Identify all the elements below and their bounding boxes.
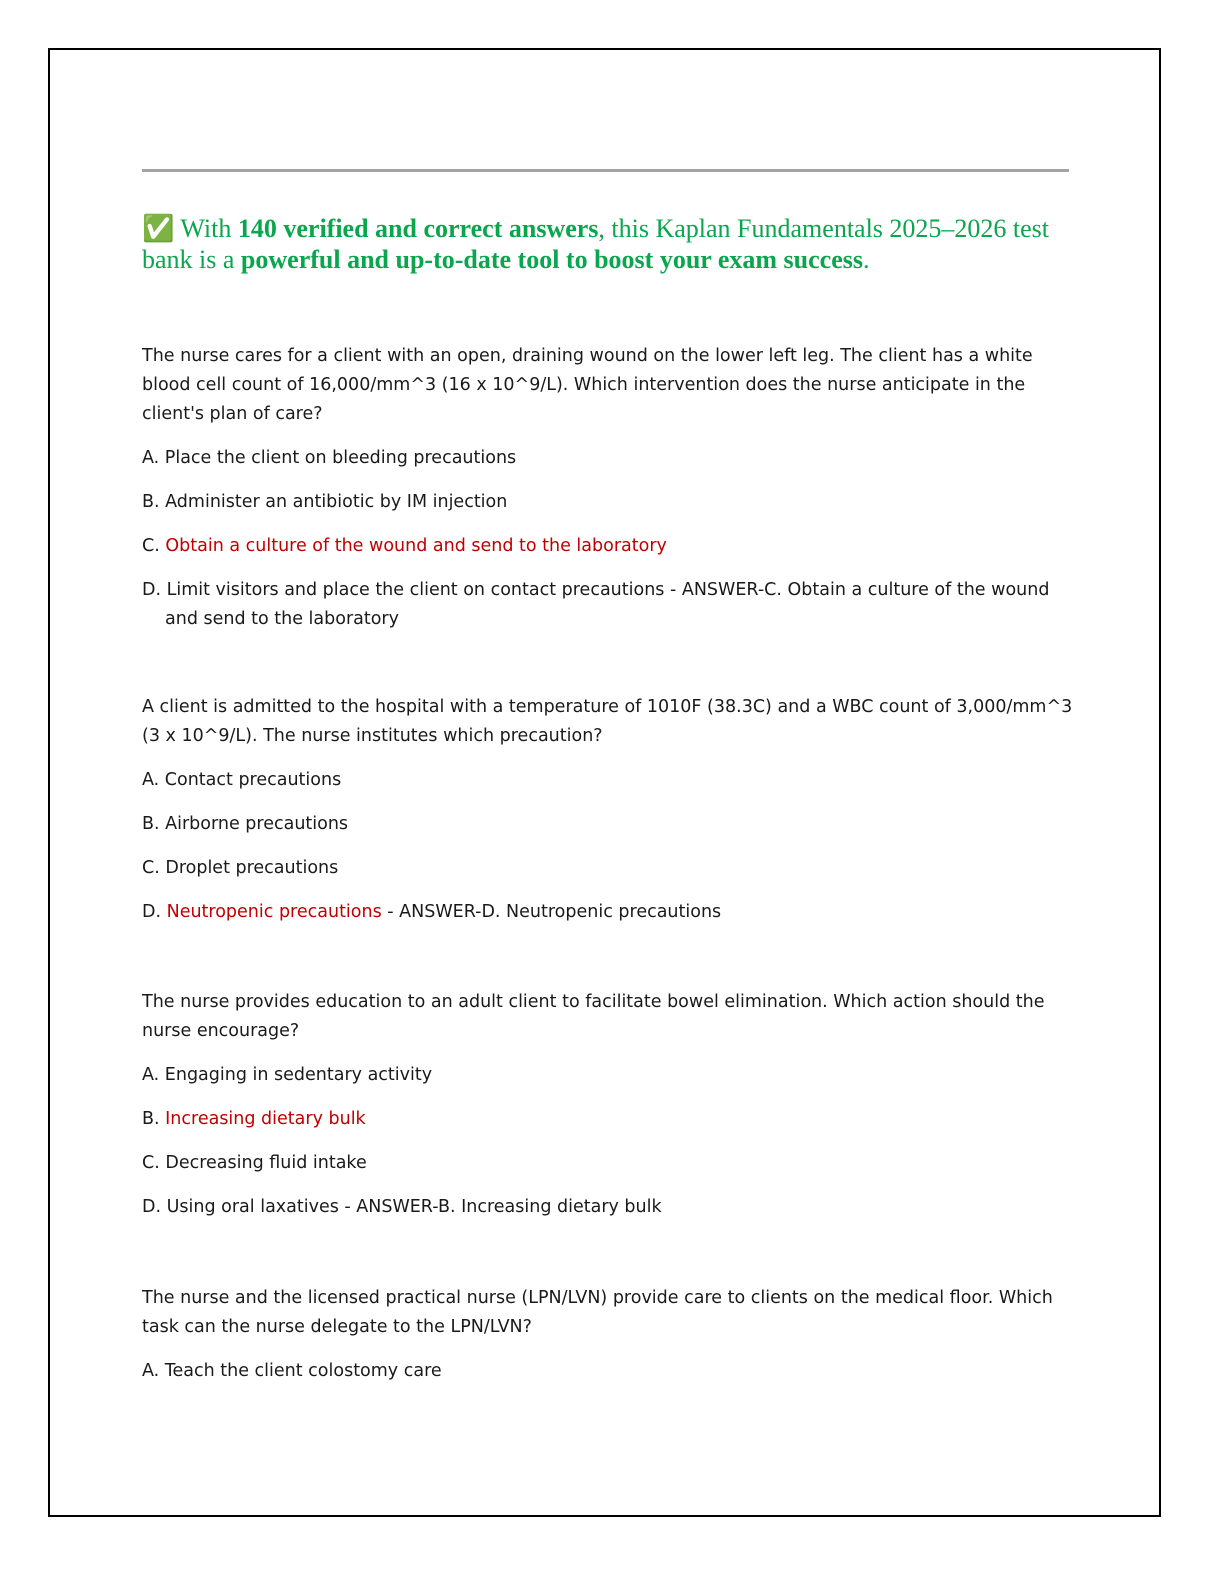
question-4 — [142, 1284, 1082, 1386]
question-stem: The nurse and the licensed practical nurse (LPN/LVN) provide care to clients on the medical floor. Which task can the nurse delegate to the LPN/LVN? — [142, 1288, 1053, 1337]
option-b: B. Airborne precautions — [142, 814, 349, 834]
question-1 — [142, 342, 1082, 634]
option-d-with-answer: D. Limit visitors and place the client on contact precautions - ANSWER-C. Obtain a culture of the wound and send to the laboratory — [142, 580, 1050, 629]
option-d-correct: D. Neutropenic precautions - ANSWER-D. Neutropenic precautions — [142, 902, 722, 922]
option-c-correct: C. Obtain a culture of the wound and send to the laboratory — [142, 536, 667, 556]
option-a: A. Place the client on bleeding precautions — [142, 448, 517, 468]
question-stem: The nurse cares for a client with an open, draining wound on the lower left leg. The client has a white blood cell count of 16,000/mm^3 (16 x 10^9/L). Which intervention does the nurse anticipate in the client's plan of care? — [142, 346, 1033, 424]
check-mark-icon: ✅ — [142, 214, 175, 243]
promo-banner: ✅ With 140 verified and correct answers, this Kaplan Fundamentals 2025–2026 test bank is a powerful and up-to-date tool to boost your exam success. — [142, 214, 1050, 274]
option-a: A. Contact precautions — [142, 770, 342, 790]
question-2 — [142, 693, 1082, 927]
question-stem: A client is admitted to the hospital with a temperature of 1010F (38.3C) and a WBC count of 3,000/mm^3 (3 x 10^9/L). The nurse institutes which precaution? — [142, 697, 1073, 746]
option-c: C. Decreasing fluid intake — [142, 1153, 367, 1173]
option-d-with-answer: D. Using oral laxatives - ANSWER-B. Increasing dietary bulk — [142, 1197, 662, 1217]
option-b-correct: B. Increasing dietary bulk — [142, 1109, 366, 1129]
horizontal-rule — [142, 169, 1069, 172]
option-b: B. Administer an antibiotic by IM injection — [142, 492, 508, 512]
option-a: A. Engaging in sedentary activity — [142, 1065, 433, 1085]
question-stem: The nurse provides education to an adult client to facilitate bowel elimination. Which action should the nurse encourage? — [142, 992, 1045, 1041]
option-a: A. Teach the client colostomy care — [142, 1361, 442, 1381]
option-c: C. Droplet precautions — [142, 858, 339, 878]
question-3 — [142, 988, 1082, 1222]
